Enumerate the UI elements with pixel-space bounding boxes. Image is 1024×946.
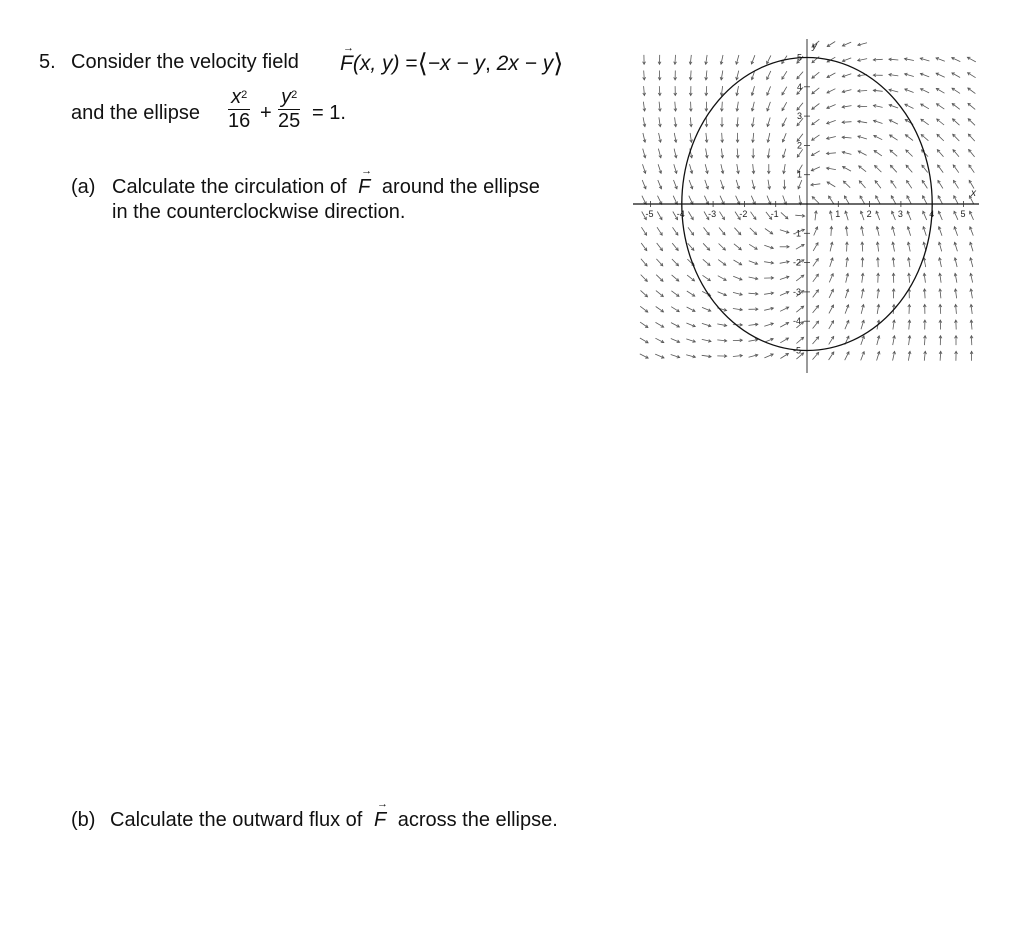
- svg-text:1: 1: [797, 169, 803, 180]
- field-arrow: [890, 165, 896, 172]
- field-arrow: [813, 290, 819, 298]
- field-arrow: [921, 119, 929, 125]
- field-arrow: [797, 72, 803, 79]
- fraction-denominator: 25: [278, 110, 301, 132]
- part-a-label: (a): [71, 176, 96, 198]
- field-arrow: [906, 150, 913, 157]
- part-a-line1: [112, 165, 540, 199]
- field-arrow: [813, 352, 819, 359]
- field-arrow: [734, 228, 740, 235]
- svg-text:-4: -4: [793, 316, 802, 327]
- field-arrow: [656, 275, 663, 282]
- exponent: 2: [291, 89, 298, 101]
- field-arrow: [938, 165, 944, 173]
- field-arrow: [969, 150, 975, 157]
- field-arrow: [703, 243, 710, 250]
- field-arrow: [890, 150, 897, 156]
- part-b-text-after: across the ellipse.: [397, 809, 558, 831]
- field-arrow: [953, 119, 960, 125]
- fraction-numerator: [278, 86, 300, 110]
- field-arrow: [953, 165, 959, 173]
- field-arrow: [937, 134, 944, 141]
- y-var: y: [281, 86, 292, 108]
- field-arrow: [734, 244, 741, 250]
- field-equals: =: [405, 52, 418, 75]
- fraction-denominator: 16: [228, 110, 251, 132]
- svg-text:-3: -3: [708, 209, 717, 219]
- part-a-text-before: Calculate the circulation of: [112, 176, 347, 198]
- field-arrow: [797, 103, 803, 110]
- field-arrow: [968, 119, 975, 126]
- vector-F-symbol: [340, 42, 354, 76]
- field-arrow: [968, 88, 976, 94]
- field-arrow: [641, 243, 647, 251]
- field-arrow: [952, 104, 960, 110]
- svg-text:5: 5: [797, 52, 803, 63]
- fraction-x2-over-16: [228, 86, 250, 132]
- x-axis-label: x: [971, 188, 976, 199]
- svg-text:-1: -1: [770, 209, 779, 219]
- ellipse-intro-text: and the ellipse: [71, 102, 200, 124]
- field-arrow: [703, 259, 710, 265]
- svg-text:-3: -3: [793, 286, 802, 297]
- F-letter: F: [358, 176, 371, 198]
- x-var: x: [231, 86, 242, 108]
- vector-field-svg: [630, 35, 980, 375]
- vector-arrow-icon: →: [343, 42, 354, 54]
- field-arrow: [796, 275, 804, 281]
- field-arrow: [687, 275, 694, 281]
- field-component-2: 2x − y: [496, 52, 554, 75]
- vector-arrow-icon: →: [376, 798, 388, 810]
- field-arrow: [641, 259, 647, 266]
- vector-arrow-icon: →: [361, 165, 373, 177]
- field-arrow: [905, 135, 913, 141]
- svg-text:3: 3: [797, 111, 803, 122]
- svg-text:-5: -5: [793, 345, 802, 356]
- field-arrow: [796, 337, 803, 343]
- field-arrow: [813, 321, 819, 328]
- field-arrow: [843, 181, 850, 188]
- problem-intro-text: Consider the velocity field: [71, 51, 299, 73]
- field-arrow: [921, 135, 928, 141]
- svg-text:-1: -1: [793, 228, 802, 239]
- field-arrow: [704, 227, 710, 235]
- field-arrow: [781, 212, 788, 218]
- exponent: 2: [241, 89, 248, 101]
- field-arrow: [641, 275, 648, 282]
- field-arrow: [906, 165, 912, 172]
- field-arrow: [922, 165, 928, 172]
- close-angle-bracket: ⟩: [553, 48, 564, 78]
- field-arrow: [750, 228, 757, 235]
- field-arrow: [812, 72, 819, 78]
- field-arrow: [671, 291, 679, 297]
- part-b-line1: [110, 798, 558, 832]
- vector-field-plot: [630, 35, 980, 375]
- field-arrow: [812, 104, 820, 110]
- field-arrow: [719, 244, 726, 251]
- open-angle-bracket: ⟨: [417, 48, 428, 78]
- velocity-field-formula: [340, 42, 564, 78]
- field-arrow: [953, 150, 959, 157]
- field-arrow: [953, 134, 960, 141]
- field-arrow: [718, 260, 726, 266]
- svg-text:2: 2: [797, 140, 803, 151]
- part-a-text-after: around the ellipse: [381, 176, 540, 198]
- svg-text:3: 3: [897, 209, 903, 219]
- svg-text:-2: -2: [793, 257, 802, 268]
- field-arrow: [656, 291, 663, 297]
- problem-number: 5.: [39, 51, 56, 73]
- field-arrow: [640, 306, 648, 312]
- field-arrow: [656, 259, 662, 266]
- fraction-numerator: [228, 86, 250, 110]
- field-arrow: [672, 243, 678, 250]
- field-arrow: [813, 306, 819, 313]
- svg-text:-4: -4: [676, 209, 685, 219]
- equation-rhs: = 1.: [312, 102, 346, 124]
- field-arrow: [688, 227, 694, 235]
- field-arrow: [859, 166, 866, 172]
- F-letter: F: [340, 52, 353, 75]
- svg-text:4: 4: [797, 81, 803, 92]
- field-arrow: [813, 337, 819, 344]
- field-arrow: [672, 275, 679, 281]
- field-arrow: [875, 181, 881, 189]
- field-arrow: [968, 103, 975, 109]
- part-b-label: (b): [71, 809, 96, 831]
- vector-F-symbol: [358, 165, 373, 199]
- svg-text:-2: -2: [739, 209, 748, 219]
- field-arrow: [813, 274, 819, 282]
- svg-text:2: 2: [866, 209, 872, 219]
- part-b-text-before: Calculate the outward flux of: [110, 809, 363, 831]
- fraction-y2-over-25: [278, 86, 300, 132]
- field-arrow: [688, 243, 694, 250]
- plus-sign: +: [260, 102, 272, 124]
- field-arrow: [719, 228, 725, 235]
- field-arrow: [812, 197, 819, 204]
- F-letter: F: [373, 809, 387, 831]
- field-arrow: [859, 181, 865, 188]
- field-component-1: −x − y: [427, 52, 485, 75]
- field-separator: ,: [484, 52, 497, 75]
- field-arrow: [875, 166, 882, 173]
- field-args: (x, y): [352, 52, 400, 75]
- svg-text:1: 1: [835, 209, 841, 219]
- field-arrow: [937, 150, 943, 157]
- field-arrow: [937, 119, 944, 125]
- field-arrow: [968, 134, 974, 141]
- field-arrow: [796, 306, 803, 312]
- svg-text:4: 4: [929, 209, 935, 219]
- svg-text:-5: -5: [645, 209, 654, 219]
- svg-text:5: 5: [960, 209, 966, 219]
- field-arrow: [812, 88, 819, 94]
- field-arrow: [657, 243, 663, 251]
- y-axis-label: y: [812, 41, 817, 52]
- field-arrow: [672, 259, 679, 266]
- field-arrow: [812, 119, 820, 125]
- vector-F-symbol: [373, 798, 388, 832]
- field-arrow: [641, 290, 648, 296]
- part-a-line2: in the counterclockwise direction.: [112, 201, 406, 223]
